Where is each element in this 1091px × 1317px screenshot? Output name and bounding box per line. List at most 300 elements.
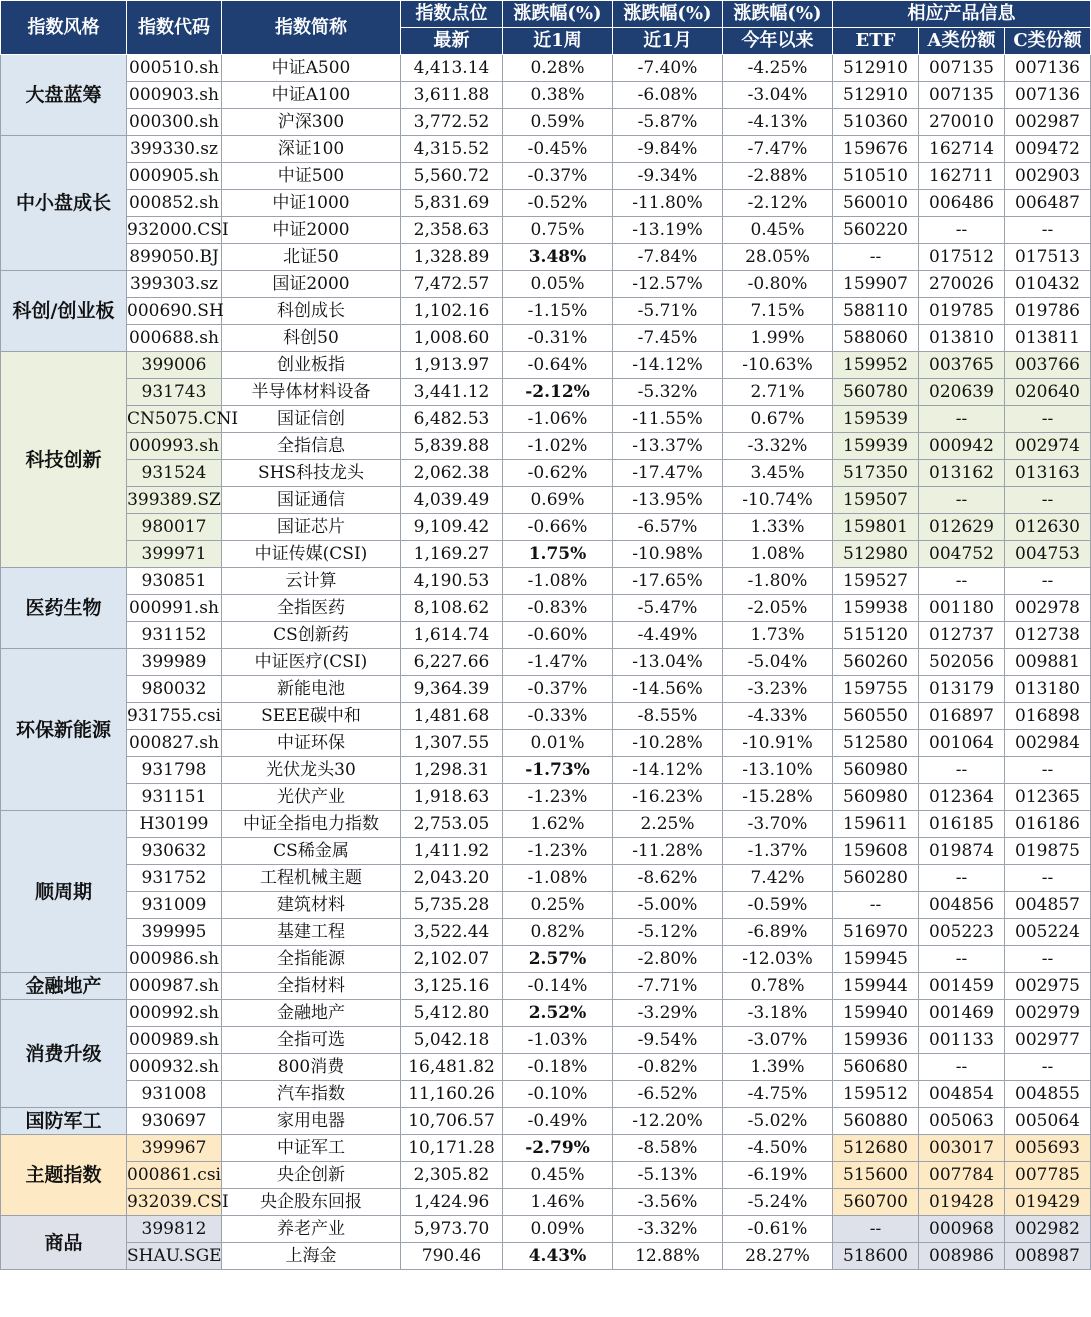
index-points: 5,831.69: [401, 190, 503, 217]
etf-code: 159507: [833, 487, 919, 514]
index-name: 全指信息: [222, 433, 401, 460]
class-c-code: 002979: [1005, 1000, 1091, 1027]
etf-code: 159945: [833, 946, 919, 973]
header-month: 近1月: [613, 28, 723, 55]
class-c-code: 007136: [1005, 82, 1091, 109]
change-ytd: -5.04%: [723, 649, 833, 676]
index-name: 中证2000: [222, 217, 401, 244]
change-month: -16.23%: [613, 784, 723, 811]
change-month: -7.71%: [613, 973, 723, 1000]
table-row: [1, 1135, 1091, 1162]
class-c-code: 005064: [1005, 1108, 1091, 1135]
class-a-code: 019428: [919, 1189, 1005, 1216]
change-week: 0.01%: [503, 730, 613, 757]
change-week: -0.31%: [503, 325, 613, 352]
change-week: -1.08%: [503, 568, 613, 595]
etf-code: 515120: [833, 622, 919, 649]
class-a-code: --: [919, 217, 1005, 244]
etf-code: 518600: [833, 1243, 919, 1270]
index-name: 科创成长: [222, 298, 401, 325]
index-points: 1,008.60: [401, 325, 503, 352]
index-name: 中证A500: [222, 55, 401, 82]
index-code: 931743: [127, 379, 222, 406]
index-code: 399995: [127, 919, 222, 946]
change-ytd: 1.08%: [723, 541, 833, 568]
table-row: [1, 946, 1091, 973]
index-name: CS稀金属: [222, 838, 401, 865]
change-month: -3.32%: [613, 1216, 723, 1243]
change-ytd: -2.88%: [723, 163, 833, 190]
index-points: 7,472.57: [401, 271, 503, 298]
header-class-a: A类份额: [919, 28, 1005, 55]
class-c-code: --: [1005, 946, 1091, 973]
change-month: -14.56%: [613, 676, 723, 703]
change-ytd: -13.10%: [723, 757, 833, 784]
class-c-code: --: [1005, 568, 1091, 595]
change-month: 2.25%: [613, 811, 723, 838]
index-name: 金融地产: [222, 1000, 401, 1027]
class-a-code: 000968: [919, 1216, 1005, 1243]
index-name: 中证医疗(CSI): [222, 649, 401, 676]
etf-code: 159527: [833, 568, 919, 595]
class-c-code: 013163: [1005, 460, 1091, 487]
table-row: [1, 838, 1091, 865]
change-month: -2.80%: [613, 946, 723, 973]
index-code: SHAU.SGE: [127, 1243, 222, 1270]
index-points: 10,171.28: [401, 1135, 503, 1162]
etf-code: 159944: [833, 973, 919, 1000]
index-points: 1,918.63: [401, 784, 503, 811]
change-month: -14.12%: [613, 352, 723, 379]
index-points: 5,735.28: [401, 892, 503, 919]
change-ytd: -4.75%: [723, 1081, 833, 1108]
table-row: [1, 1000, 1091, 1027]
index-code: 980017: [127, 514, 222, 541]
etf-code: 560980: [833, 784, 919, 811]
index-code: 931524: [127, 460, 222, 487]
etf-code: 516970: [833, 919, 919, 946]
index-points: 5,560.72: [401, 163, 503, 190]
index-name: 家用电器: [222, 1108, 401, 1135]
index-points: 2,102.07: [401, 946, 503, 973]
index-name: 中证1000: [222, 190, 401, 217]
change-month: -11.55%: [613, 406, 723, 433]
change-month: -5.71%: [613, 298, 723, 325]
index-code: 000991.sh: [127, 595, 222, 622]
change-month: -9.84%: [613, 136, 723, 163]
index-code: 000992.sh: [127, 1000, 222, 1027]
change-month: -3.29%: [613, 1000, 723, 1027]
change-ytd: -2.05%: [723, 595, 833, 622]
class-a-code: 001180: [919, 595, 1005, 622]
change-ytd: -10.74%: [723, 487, 833, 514]
change-week: -0.37%: [503, 163, 613, 190]
table-header: [1, 1, 1091, 55]
index-code: H30199: [127, 811, 222, 838]
class-c-code: 002974: [1005, 433, 1091, 460]
change-week: -0.45%: [503, 136, 613, 163]
group-label: 中小盘成长: [1, 136, 127, 271]
index-code: 000986.sh: [127, 946, 222, 973]
table-row: [1, 1189, 1091, 1216]
change-week: 2.57%: [503, 946, 613, 973]
index-points: 2,753.05: [401, 811, 503, 838]
change-week: 0.38%: [503, 82, 613, 109]
index-points: 3,611.88: [401, 82, 503, 109]
index-code: 931009: [127, 892, 222, 919]
change-week: -0.60%: [503, 622, 613, 649]
class-a-code: --: [919, 865, 1005, 892]
etf-code: 159608: [833, 838, 919, 865]
change-month: -17.47%: [613, 460, 723, 487]
index-name: 科创50: [222, 325, 401, 352]
index-points: 9,364.39: [401, 676, 503, 703]
index-points: 9,109.42: [401, 514, 503, 541]
table-row: [1, 1054, 1091, 1081]
change-ytd: -10.91%: [723, 730, 833, 757]
change-week: -0.49%: [503, 1108, 613, 1135]
change-month: -10.98%: [613, 541, 723, 568]
etf-code: 560220: [833, 217, 919, 244]
change-month: 12.88%: [613, 1243, 723, 1270]
class-c-code: 007785: [1005, 1162, 1091, 1189]
change-week: -2.12%: [503, 379, 613, 406]
etf-code: 512580: [833, 730, 919, 757]
class-a-code: 013179: [919, 676, 1005, 703]
change-month: -11.28%: [613, 838, 723, 865]
index-code: 000905.sh: [127, 163, 222, 190]
class-c-code: 010432: [1005, 271, 1091, 298]
table-row: [1, 460, 1091, 487]
header-product-info: 相应产品信息: [833, 1, 1091, 28]
etf-code: 560550: [833, 703, 919, 730]
etf-code: 560260: [833, 649, 919, 676]
class-c-code: 002978: [1005, 595, 1091, 622]
header-latest: 最新: [401, 28, 503, 55]
etf-code: --: [833, 1216, 919, 1243]
class-a-code: 270026: [919, 271, 1005, 298]
class-a-code: 003017: [919, 1135, 1005, 1162]
change-ytd: -4.13%: [723, 109, 833, 136]
class-c-code: 002975: [1005, 973, 1091, 1000]
table-row: [1, 757, 1091, 784]
change-ytd: -2.12%: [723, 190, 833, 217]
change-week: 0.82%: [503, 919, 613, 946]
table-row: [1, 514, 1091, 541]
class-a-code: 016897: [919, 703, 1005, 730]
change-ytd: -5.02%: [723, 1108, 833, 1135]
table-row: [1, 784, 1091, 811]
change-ytd: -10.63%: [723, 352, 833, 379]
table-row: [1, 892, 1091, 919]
index-points: 790.46: [401, 1243, 503, 1270]
change-month: -14.12%: [613, 757, 723, 784]
class-c-code: 013811: [1005, 325, 1091, 352]
table-row: [1, 649, 1091, 676]
index-code: 932039.CSI: [127, 1189, 222, 1216]
change-week: 1.75%: [503, 541, 613, 568]
class-a-code: --: [919, 1054, 1005, 1081]
change-ytd: -3.70%: [723, 811, 833, 838]
group-label: 主题指数: [1, 1135, 127, 1216]
class-a-code: 004752: [919, 541, 1005, 568]
index-code: 000903.sh: [127, 82, 222, 109]
class-a-code: --: [919, 406, 1005, 433]
header-code: 指数代码: [127, 1, 222, 55]
change-month: -9.54%: [613, 1027, 723, 1054]
header-points-top: 指数点位: [401, 1, 503, 28]
change-week: 0.59%: [503, 109, 613, 136]
change-month: -12.57%: [613, 271, 723, 298]
index-code: CN5075.CNI: [127, 406, 222, 433]
index-code: 931798: [127, 757, 222, 784]
index-points: 1,424.96: [401, 1189, 503, 1216]
index-name: 全指医药: [222, 595, 401, 622]
table-row: [1, 325, 1091, 352]
index-points: 1,481.68: [401, 703, 503, 730]
index-points: 4,190.53: [401, 568, 503, 595]
etf-code: --: [833, 892, 919, 919]
change-ytd: 2.71%: [723, 379, 833, 406]
header-style: 指数风格: [1, 1, 127, 55]
index-points: 3,772.52: [401, 109, 503, 136]
change-ytd: 0.45%: [723, 217, 833, 244]
class-a-code: 007784: [919, 1162, 1005, 1189]
index-points: 1,614.74: [401, 622, 503, 649]
change-month: -5.32%: [613, 379, 723, 406]
table-row: [1, 730, 1091, 757]
class-a-code: 012629: [919, 514, 1005, 541]
table-row: [1, 973, 1091, 1000]
class-c-code: 020640: [1005, 379, 1091, 406]
change-ytd: -3.07%: [723, 1027, 833, 1054]
change-week: 4.43%: [503, 1243, 613, 1270]
class-a-code: 000942: [919, 433, 1005, 460]
index-code: 930851: [127, 568, 222, 595]
table-row: [1, 703, 1091, 730]
change-ytd: -3.23%: [723, 676, 833, 703]
index-name: 新能电池: [222, 676, 401, 703]
class-c-code: 004753: [1005, 541, 1091, 568]
class-c-code: 019875: [1005, 838, 1091, 865]
class-a-code: 162714: [919, 136, 1005, 163]
index-code: 399989: [127, 649, 222, 676]
index-points: 4,315.52: [401, 136, 503, 163]
change-month: -13.19%: [613, 217, 723, 244]
index-points: 2,062.38: [401, 460, 503, 487]
index-name: 上海金: [222, 1243, 401, 1270]
etf-code: 515600: [833, 1162, 919, 1189]
index-name: 沪深300: [222, 109, 401, 136]
table-row: [1, 352, 1091, 379]
change-month: -10.28%: [613, 730, 723, 757]
change-week: -1.06%: [503, 406, 613, 433]
index-name: 基建工程: [222, 919, 401, 946]
class-a-code: --: [919, 568, 1005, 595]
class-c-code: --: [1005, 217, 1091, 244]
change-ytd: -4.25%: [723, 55, 833, 82]
index-name: 800消费: [222, 1054, 401, 1081]
class-a-code: 005063: [919, 1108, 1005, 1135]
class-c-code: 002982: [1005, 1216, 1091, 1243]
class-a-code: 007135: [919, 55, 1005, 82]
change-week: 0.75%: [503, 217, 613, 244]
change-ytd: 0.67%: [723, 406, 833, 433]
table-body: [1, 55, 1091, 1270]
index-points: 1,328.89: [401, 244, 503, 271]
table-row: [1, 406, 1091, 433]
etf-code: 159939: [833, 433, 919, 460]
group-label: 科技创新: [1, 352, 127, 568]
index-points: 5,839.88: [401, 433, 503, 460]
class-a-code: 162711: [919, 163, 1005, 190]
index-points: 1,307.55: [401, 730, 503, 757]
table-row: [1, 271, 1091, 298]
table-row: [1, 541, 1091, 568]
index-code: 399006: [127, 352, 222, 379]
etf-code: 159755: [833, 676, 919, 703]
index-name: 工程机械主题: [222, 865, 401, 892]
index-code: 000300.sh: [127, 109, 222, 136]
index-points: 6,482.53: [401, 406, 503, 433]
etf-code: 159512: [833, 1081, 919, 1108]
etf-code: 560680: [833, 1054, 919, 1081]
index-points: 1,298.31: [401, 757, 503, 784]
change-month: -3.56%: [613, 1189, 723, 1216]
index-name: 建筑材料: [222, 892, 401, 919]
change-ytd: -1.37%: [723, 838, 833, 865]
change-month: -13.04%: [613, 649, 723, 676]
index-name: 汽车指数: [222, 1081, 401, 1108]
change-month: -5.87%: [613, 109, 723, 136]
group-label: 顺周期: [1, 811, 127, 973]
class-c-code: 019429: [1005, 1189, 1091, 1216]
change-week: -0.18%: [503, 1054, 613, 1081]
change-week: -0.33%: [503, 703, 613, 730]
class-c-code: 012738: [1005, 622, 1091, 649]
etf-code: 510360: [833, 109, 919, 136]
etf-code: 512680: [833, 1135, 919, 1162]
change-month: -5.12%: [613, 919, 723, 946]
class-a-code: 013810: [919, 325, 1005, 352]
change-ytd: -3.32%: [723, 433, 833, 460]
index-code: 000987.sh: [127, 973, 222, 1000]
group-label: 大盘蓝筹: [1, 55, 127, 136]
index-points: 1,411.92: [401, 838, 503, 865]
etf-code: 560880: [833, 1108, 919, 1135]
change-month: -9.34%: [613, 163, 723, 190]
class-a-code: 017512: [919, 244, 1005, 271]
change-month: -4.49%: [613, 622, 723, 649]
etf-code: 560980: [833, 757, 919, 784]
index-name: 深证100: [222, 136, 401, 163]
class-c-code: 006487: [1005, 190, 1091, 217]
class-a-code: --: [919, 487, 1005, 514]
change-ytd: 3.45%: [723, 460, 833, 487]
change-ytd: -6.19%: [723, 1162, 833, 1189]
change-month: -8.55%: [613, 703, 723, 730]
change-week: -1.23%: [503, 784, 613, 811]
class-c-code: 017513: [1005, 244, 1091, 271]
table-row: [1, 1162, 1091, 1189]
index-name: 光伏龙头30: [222, 757, 401, 784]
class-c-code: 012365: [1005, 784, 1091, 811]
class-c-code: --: [1005, 1054, 1091, 1081]
header-week: 近1周: [503, 28, 613, 55]
header-class-c: C类份额: [1005, 28, 1091, 55]
class-a-code: 020639: [919, 379, 1005, 406]
change-week: -0.10%: [503, 1081, 613, 1108]
index-points: 3,125.16: [401, 973, 503, 1000]
index-points: 2,358.63: [401, 217, 503, 244]
change-month: -6.57%: [613, 514, 723, 541]
change-ytd: -5.24%: [723, 1189, 833, 1216]
index-name: 全指能源: [222, 946, 401, 973]
index-name: 国证2000: [222, 271, 401, 298]
index-name: 全指材料: [222, 973, 401, 1000]
change-week: -1.15%: [503, 298, 613, 325]
index-points: 1,169.27: [401, 541, 503, 568]
change-ytd: 7.15%: [723, 298, 833, 325]
class-c-code: 016186: [1005, 811, 1091, 838]
change-week: 0.69%: [503, 487, 613, 514]
etf-code: 159611: [833, 811, 919, 838]
class-a-code: 007135: [919, 82, 1005, 109]
table-row: [1, 217, 1091, 244]
change-ytd: -0.59%: [723, 892, 833, 919]
etf-code: 512910: [833, 55, 919, 82]
change-week: 0.09%: [503, 1216, 613, 1243]
table-row: [1, 919, 1091, 946]
class-a-code: 005223: [919, 919, 1005, 946]
class-a-code: 001459: [919, 973, 1005, 1000]
index-name: 创业板指: [222, 352, 401, 379]
change-month: -5.00%: [613, 892, 723, 919]
change-week: 0.05%: [503, 271, 613, 298]
class-a-code: 016185: [919, 811, 1005, 838]
change-ytd: -1.80%: [723, 568, 833, 595]
class-c-code: 003766: [1005, 352, 1091, 379]
index-code: 000989.sh: [127, 1027, 222, 1054]
class-a-code: --: [919, 946, 1005, 973]
etf-code: 159940: [833, 1000, 919, 1027]
change-ytd: -0.61%: [723, 1216, 833, 1243]
table-row: [1, 1216, 1091, 1243]
index-name: 国证通信: [222, 487, 401, 514]
class-a-code: 001133: [919, 1027, 1005, 1054]
index-code: 930632: [127, 838, 222, 865]
index-name: 央企股东回报: [222, 1189, 401, 1216]
index-points: 4,039.49: [401, 487, 503, 514]
class-a-code: 012737: [919, 622, 1005, 649]
index-code: 931151: [127, 784, 222, 811]
index-code: 399812: [127, 1216, 222, 1243]
change-week: -1.47%: [503, 649, 613, 676]
change-month: -6.52%: [613, 1081, 723, 1108]
index-name: SEEE碳中和: [222, 703, 401, 730]
index-code: 931152: [127, 622, 222, 649]
table-row: [1, 244, 1091, 271]
change-month: -8.58%: [613, 1135, 723, 1162]
etf-code: 512980: [833, 541, 919, 568]
header-ytd: 今年以来: [723, 28, 833, 55]
index-points: 3,522.44: [401, 919, 503, 946]
table-row: [1, 109, 1091, 136]
class-a-code: 008986: [919, 1243, 1005, 1270]
group-label: 消费升级: [1, 1000, 127, 1108]
class-a-code: 012364: [919, 784, 1005, 811]
change-week: -1.73%: [503, 757, 613, 784]
